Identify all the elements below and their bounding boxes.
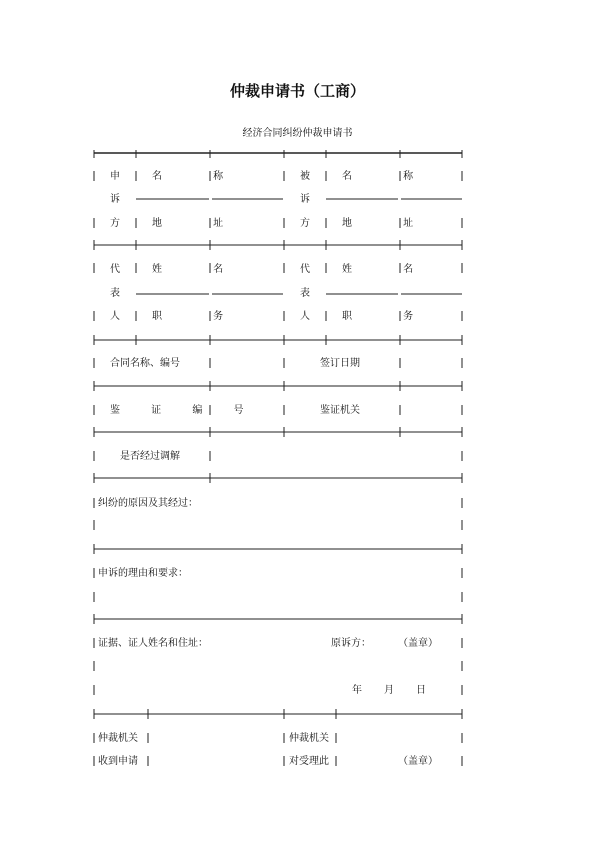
applicant-address-label: 地 址 [152, 218, 248, 229]
applicant-side-char-1: 申 [110, 171, 120, 182]
date-day-label: 日 [416, 685, 426, 696]
respondent-rep-name-label: 姓 名 [342, 264, 438, 275]
evidence-label: 证据、证人姓名和住址： [98, 638, 208, 649]
applicant-name-label: 名 称 [152, 171, 248, 182]
applicant-rep-side-char-3: 人 [110, 311, 120, 322]
contract-name-label: 合同名称、编号 [110, 358, 180, 369]
date-year-label: 年 [352, 685, 362, 696]
respondent-rep-side-char-1: 代 [300, 264, 310, 275]
respondent-rep-side-char-2: 表 [300, 288, 310, 299]
original-applicant-label: 原诉方： [331, 638, 371, 649]
verification-number-label: 鉴 证 编 号 [110, 405, 258, 416]
footer-left-receive-label: 收到申请 [98, 756, 138, 767]
sign-date-label: 签订日期 [320, 358, 360, 369]
footer-right-org-label: 仲裁机关 [289, 733, 329, 744]
document-title: 仲裁申请书（工商） [229, 82, 365, 100]
applicant-rep-side-char-1: 代 [110, 264, 120, 275]
applicant-rep-name-label: 姓 名 [152, 264, 248, 275]
mediation-label: 是否经过调解 [120, 451, 180, 462]
footer-right-accept-label: 对受理此 [289, 756, 329, 767]
respondent-side-char-1: 被 [300, 171, 310, 182]
date-month-label: 月 [384, 685, 394, 696]
respondent-side-char-2: 诉 [300, 194, 310, 205]
verification-org-label: 鉴证机关 [320, 405, 360, 416]
document-subtitle: 经济合同纠纷仲裁申请书 [242, 128, 353, 139]
reasons-label: 申诉的理由和要求： [98, 568, 188, 579]
seal-label: （盖章） [398, 638, 438, 649]
respondent-side-char-3: 方 [300, 218, 310, 229]
applicant-rep-side-char-2: 表 [110, 288, 120, 299]
footer-left-org-label: 仲裁机关 [98, 733, 138, 744]
respondent-address-label: 地 址 [342, 218, 438, 229]
footer-right-seal-label: （盖章） [398, 756, 438, 767]
applicant-rep-position-label: 职 务 [152, 311, 248, 322]
dispute-cause-label: 纠纷的原因及其经过： [98, 498, 198, 509]
respondent-rep-side-char-3: 人 [300, 311, 310, 322]
respondent-name-label: 名 称 [342, 171, 438, 182]
applicant-side-char-2: 诉 [110, 194, 120, 205]
respondent-rep-position-label: 职 务 [342, 311, 438, 322]
applicant-side-char-3: 方 [110, 218, 120, 229]
